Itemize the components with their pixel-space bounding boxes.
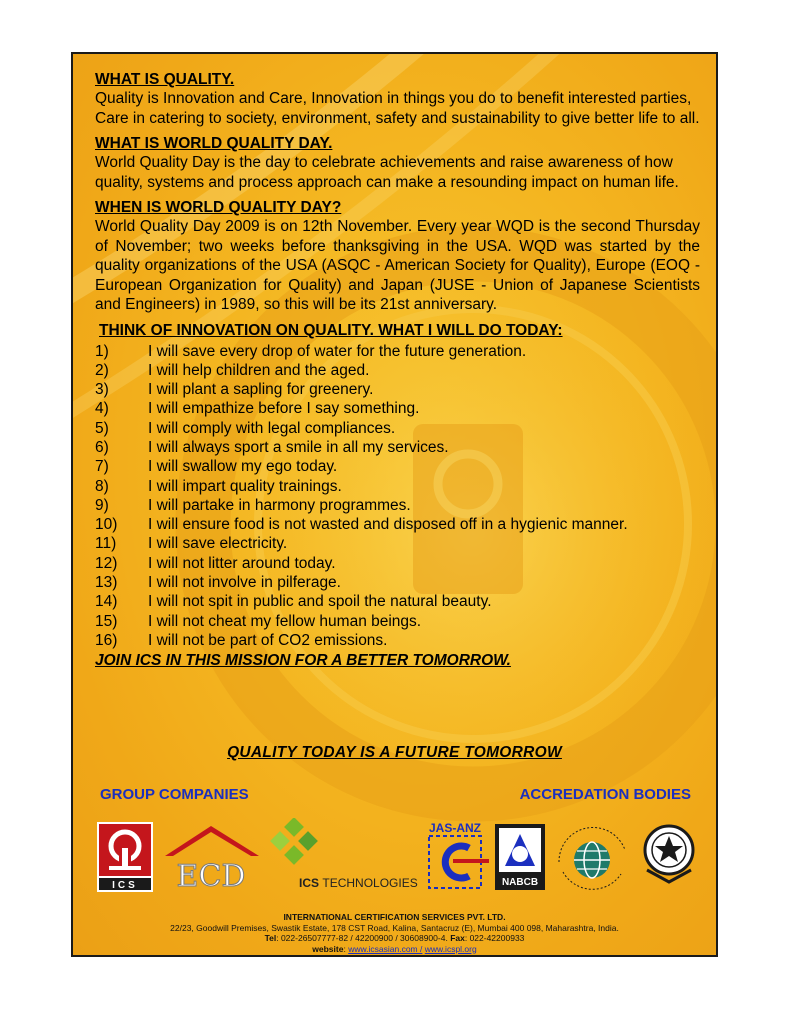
group-companies-title: GROUP COMPANIES (100, 786, 249, 803)
nabcb-logo (495, 824, 545, 890)
pledge-text: I will not litter around today. (148, 554, 336, 572)
fax-value: : 022-42200933 (464, 933, 525, 943)
list-item (95, 361, 700, 380)
ics-technologies-text (299, 876, 418, 890)
fax-label: Fax (450, 933, 465, 943)
list-item (95, 399, 700, 418)
list-item (95, 612, 700, 631)
ics-logo (97, 822, 153, 892)
list-item (95, 477, 700, 496)
website-link-icspl[interactable]: www.icspl.org (424, 943, 477, 954)
website-label: website (312, 943, 344, 954)
pledge-number: 5) (95, 419, 109, 437)
pledge-number: 10) (95, 516, 118, 534)
pledge-number: 13) (95, 574, 118, 592)
list-item (95, 554, 700, 573)
ics-technologies-bold: ICS (299, 876, 320, 890)
list-item (95, 592, 700, 611)
footer-address: 22/23, Goodwill Premises, Swastik Estate, 178 CST Road, Kalina, Santacruz (E), Mumbai 400 098, Maharashtra, India. (170, 922, 619, 933)
pledge-text: I will not cheat my fellow human beings. (148, 612, 422, 630)
ics-technologies-logo (265, 818, 325, 874)
list-item (95, 515, 700, 534)
website-link-icsasian[interactable]: www.icsasian.com / (348, 943, 423, 954)
pledge-text: I will save electricity. (148, 535, 288, 553)
list-item (95, 534, 700, 553)
accreditation-seal-logo (639, 822, 699, 884)
pledge-number: 6) (95, 438, 109, 456)
jas-anz-logo (425, 820, 491, 894)
pledge-text: I will swallow my ego today. (148, 458, 338, 476)
pledge-text: I will comply with legal compliances. (148, 419, 396, 437)
list-item (95, 380, 700, 399)
pledge-number: 7) (95, 458, 109, 476)
join-mission-text: JOIN ICS IN THIS MISSION FOR A BETTER TOMORROW. (95, 652, 511, 670)
pledge-number: 4) (95, 400, 109, 418)
pledge-number: 14) (95, 593, 118, 611)
tel-value: : 022-26507777-82 / 42200900 / 30608900-4. (276, 933, 448, 943)
pledge-text: I will ensure food is not wasted and disposed off in a hygienic manner. (148, 516, 628, 534)
pledge-text: I will save every drop of water for the future generation. (148, 342, 527, 360)
footer-website: website: www.icsasian.com / www.icspl.org (312, 943, 477, 954)
ecd-logo (159, 822, 263, 894)
pledge-number: 3) (95, 381, 109, 399)
pledge-text: I will impart quality trainings. (148, 477, 342, 495)
footer (73, 912, 716, 954)
list-item (95, 631, 700, 650)
pledge-number: 16) (95, 631, 118, 649)
list-item (95, 496, 700, 515)
pledge-list (95, 342, 700, 651)
pledge-text: I will empathize before I say something. (148, 400, 420, 418)
list-item (95, 573, 700, 592)
section-heading-quality: WHAT IS QUALITY. (95, 71, 235, 88)
ecd-logo-text: ECD (176, 859, 246, 894)
pledge-number: 9) (95, 496, 109, 514)
list-item (95, 457, 700, 476)
ics-technologies-rest: TECHNOLOGIES (322, 876, 418, 890)
poster (71, 52, 718, 957)
pledge-number: 12) (95, 554, 118, 572)
list-item (95, 342, 700, 361)
pledge-number: 8) (95, 477, 109, 495)
slogan: QUALITY TODAY IS A FUTURE TOMORROW (227, 744, 562, 761)
pledge-text: I will not involve in pilferage. (148, 574, 341, 592)
pledge-text: I will partake in harmony programmes. (148, 496, 411, 514)
pledge-text: I will plant a sapling for greenery. (148, 381, 374, 399)
irca-training-logo (551, 822, 633, 890)
think-heading: THINK OF INNOVATION ON QUALITY. WHAT I WILL DO TODAY: (99, 321, 563, 339)
main-content (95, 70, 700, 670)
pledge-text: I will not be part of CO2 emissions. (148, 631, 388, 649)
ics-logo-text: ICS (112, 880, 138, 891)
jas-anz-text: JAS-ANZ (428, 821, 482, 835)
pledge-text: I will help children and the aged. (148, 361, 370, 379)
tel-label: Tel (264, 933, 277, 943)
list-item (95, 419, 700, 438)
pledge-number: 1) (95, 342, 109, 360)
pledge-number: 15) (95, 612, 118, 630)
footer-company-name: INTERNATIONAL CERTIFICATION SERVICES PVT. LTD. (283, 912, 506, 922)
pledge-text: I will always sport a smile in all my services. (148, 438, 449, 456)
footer-contact (73, 933, 716, 944)
section-body-when: World Quality Day 2009 is on 12th November. Every year WQD is the second Thursday of November; two weeks before thanksgiving in the USA. WQD was started by the quality organizations of the USA (ASQC - American Society for Quality), Europe (EOQ - European Organization for Quality) and Japan (JUSE - Union of Japanese Scientists and Engineers) in 1989, so this will be its 21st anniversary. (95, 218, 700, 313)
section-body-quality: Quality is Innovation and Care, Innovation in things you do to benefit interested parties, Care in catering to society, environment, safety and sustainability to give better life to all. (95, 90, 700, 127)
list-item (95, 438, 700, 457)
pledge-number: 11) (95, 535, 117, 553)
accreditation-bodies-title: ACCREDATION BODIES (519, 786, 691, 803)
pledge-number: 2) (95, 361, 109, 379)
nabcb-text: NABCB (501, 877, 539, 888)
section-heading-when: WHEN IS WORLD QUALITY DAY? (95, 199, 342, 216)
section-heading-wqd: WHAT IS WORLD QUALITY DAY. (95, 135, 333, 152)
pledge-text: I will not spit in public and spoil the natural beauty. (148, 593, 492, 611)
section-body-wqd: World Quality Day is the day to celebrate achievements and raise awareness of how quality, systems and process approach can make a resounding impact on human life. (95, 154, 679, 191)
